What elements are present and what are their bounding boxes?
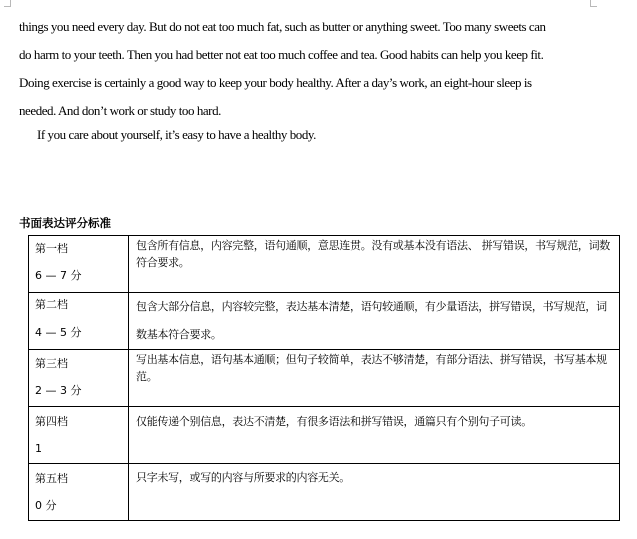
rubric-title: 书面表达评分标准 <box>19 216 111 230</box>
grade-name: 第三档 <box>35 357 68 370</box>
grade-cell <box>29 464 129 521</box>
page-corner-mark-right <box>590 0 597 7</box>
grade-description: 包含所有信息，内容完整，语句通顺，意思连贯。没有或基本没有语法、 拼写错误，书写规范，词数符合要求。 <box>136 239 610 269</box>
grade-cell <box>29 236 129 293</box>
essay-line: If you care about yourself, it’s easy to have a healthy body. <box>37 127 316 142</box>
grade-description-cell <box>129 464 620 521</box>
table-row <box>29 236 620 293</box>
table-row <box>29 293 620 350</box>
grade-description: 只字未写，或写的内容与所要求的内容无关。 <box>136 471 350 484</box>
grade-name: 第一档 <box>35 242 68 255</box>
grade-cell <box>29 407 129 464</box>
essay-line: things you need every day. But do not eat too much fat, such as butter or anything sweet. Too many sweets can <box>19 19 546 34</box>
grade-score: 6 — 7 分 <box>35 269 82 282</box>
grade-score: 0 分 <box>35 499 57 512</box>
grade-name: 第四档 <box>35 415 68 428</box>
grade-description-cell <box>129 407 620 464</box>
essay-line: Doing exercise is certainly a good way to keep your body healthy. After a day’s work, an eight-hour sleep is <box>19 75 532 90</box>
grade-description: 包含大部分信息，内容较完整，表达基本清楚，语句较通顺，有少量语法，拼写错误，书写规范，词数基本符合要求。 <box>136 300 607 341</box>
grade-name: 第二档 <box>35 298 68 311</box>
grade-score: 4 — 5 分 <box>35 326 82 339</box>
table-row <box>29 464 620 521</box>
grade-description-cell <box>129 236 620 293</box>
grade-score: 1 <box>35 442 42 455</box>
grade-description-cell <box>129 293 620 350</box>
grade-cell <box>29 293 129 350</box>
page-corner-mark-left <box>4 0 11 7</box>
essay-line: do harm to your teeth. Then you had better not eat too much coffee and tea. Good habits can help you keep fit. <box>19 47 544 62</box>
rubric-table <box>28 235 620 521</box>
table-row <box>29 350 620 407</box>
grade-description: 写出基本信息，语句基本通顺；但句子较简单，表达不够清楚，有部分语法、拼写错误，书写基本规范。 <box>136 353 607 383</box>
essay-line: needed. And don’t work or study too hard. <box>19 103 221 118</box>
grade-name: 第五档 <box>35 472 68 485</box>
grade-cell <box>29 350 129 407</box>
table-row <box>29 407 620 464</box>
grade-description-cell <box>129 350 620 407</box>
grade-score: 2 — 3 分 <box>35 384 82 397</box>
grade-description: 仅能传递个别信息，表达不清楚，有很多语法和拼写错误，通篇只有个别句子可读。 <box>136 415 532 428</box>
